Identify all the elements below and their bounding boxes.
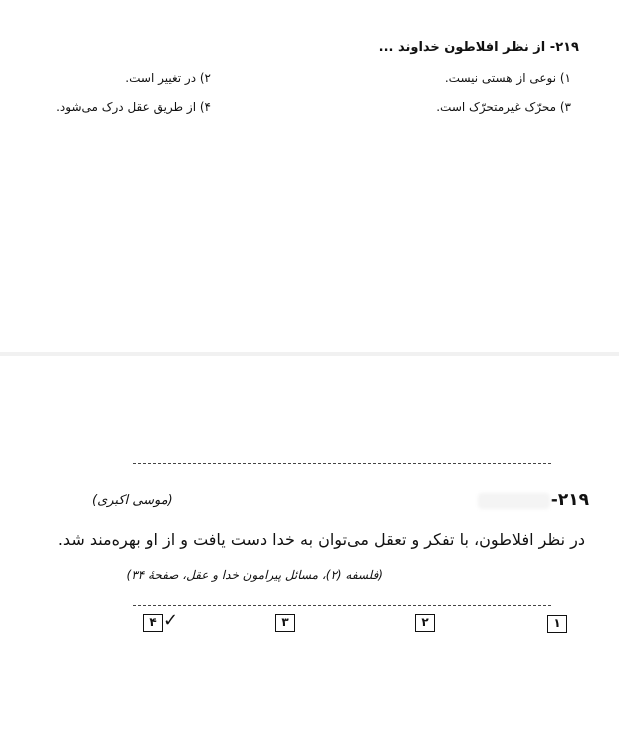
dashed-separator-bottom xyxy=(133,605,551,606)
option-1: ۱) نوعی از هستی نیست. xyxy=(444,71,571,85)
answer-number: ۲۱۹- xyxy=(550,490,589,510)
watermark-blur xyxy=(478,493,550,509)
choice-box-2: ۲ xyxy=(415,614,435,632)
author-name: (موسی اکبری) xyxy=(92,493,173,508)
choice-box-1: ۱ xyxy=(547,615,567,633)
question-title: ۲۱۹- از نظر افلاطون خداوند ... xyxy=(378,40,579,55)
page-divider xyxy=(0,352,619,356)
answer-reference: (فلسفه (۲)، مسائل پیرامون خدا و عقل، صفحهٔ ۳۴) xyxy=(126,568,383,582)
option-3: ۳) محرّک غیرمتحرّک است. xyxy=(436,100,571,114)
dashed-separator-top xyxy=(133,463,551,464)
option-2: ۲) در تغییر است. xyxy=(125,71,211,85)
answer-explanation: در نظر افلاطون، با تفکر و تعقل می‌توان به خدا دست یافت و از او بهره‌مند شد. xyxy=(57,530,585,549)
choice-box-4-correct: ۴ xyxy=(143,614,163,632)
choice-box-3: ۳ xyxy=(275,614,295,632)
option-4: ۴) از طریق عقل درک می‌شود. xyxy=(56,100,211,114)
checkmark-icon: ✓ xyxy=(163,610,179,631)
